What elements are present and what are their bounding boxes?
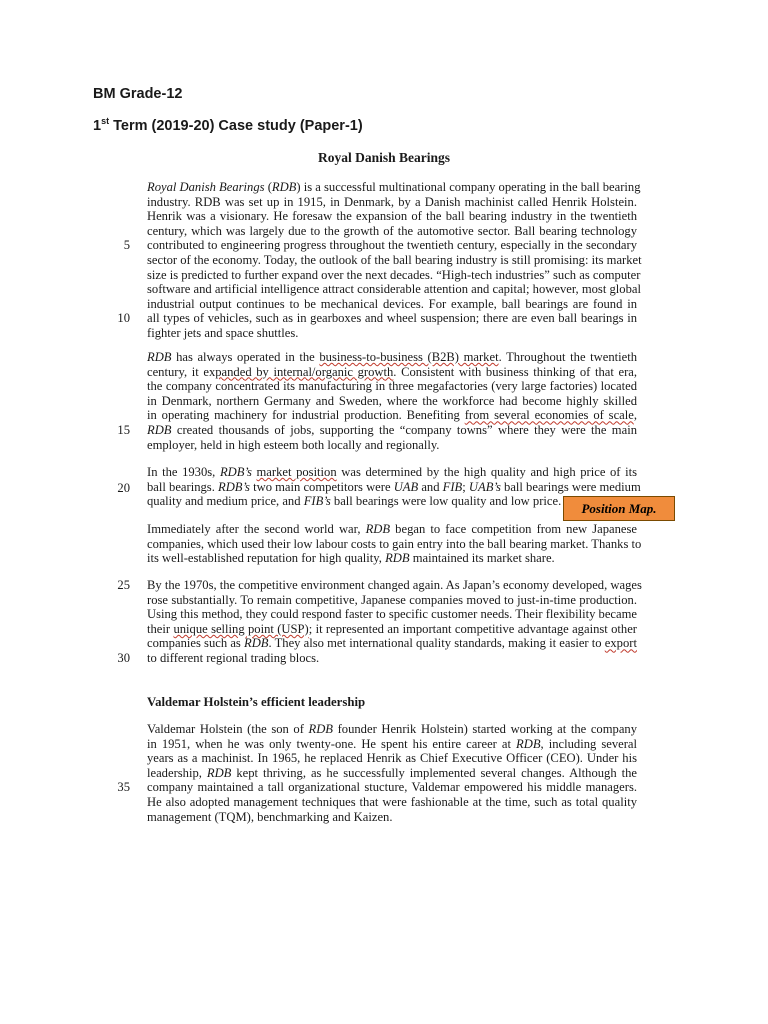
text-line: industry. RDB was set up in 1915, in Denmark, by a Danish machinist called Henrik Holstein. bbox=[147, 194, 637, 209]
line-number: 25 bbox=[117, 578, 130, 592]
text-line: Using this method, they could respond faster to specific customer needs. Their flexibility became bbox=[147, 607, 637, 622]
text-line: employer, held in high esteem both locally and regionally. bbox=[147, 437, 440, 452]
text-line: sector of the economy. Today, the outlook of the ball bearing industry is still promising: its market bbox=[147, 252, 642, 267]
text-line: their unique selling point (USP); it represented an important competitive advantage against other bbox=[147, 621, 637, 636]
text-line: Immediately after the second world war, RDB began to face competition from new Japanese bbox=[147, 522, 637, 536]
text-line: size is predicted to further expand over the next decades. “High-tech industries” such as computer bbox=[147, 267, 641, 282]
text-line: companies, which used their low labour costs to gain entry into the ball bearing market. Thanks to bbox=[147, 536, 642, 551]
text-line: He also adopted management techniques that were fashionable at the time, such as total quality bbox=[147, 794, 637, 809]
term-rest: Term (2019-20) Case study (Paper-1) bbox=[109, 117, 363, 134]
text-line: Henrik was a visionary. He foresaw the expansion of the ball bearing industry in the twentieth bbox=[147, 209, 637, 224]
text-line: rose substantially. To remain competitive, Japanese companies moved to just-in-time production. bbox=[147, 592, 637, 607]
paragraph-valdemar bbox=[147, 722, 637, 824]
text-line: company maintained a tall organizational stucture, Valdemar empowered his middle managers. bbox=[147, 780, 637, 795]
text-line: century, which was largely due to the growth of the automotive sector. Ball bearing technology bbox=[147, 223, 637, 238]
term-suffix: st bbox=[101, 116, 110, 126]
line-number: 30 bbox=[117, 651, 130, 665]
text-line: century, it expanded by internal/organic growth. Consistent with business thinking of that era, bbox=[147, 364, 637, 379]
line-number: 15 bbox=[117, 423, 130, 437]
text-line: software and artificial intelligence attract considerable attention and capital; however, most global bbox=[147, 282, 641, 297]
text-line: the company concentrated its manufacturing in three megafactories (very large factories) located bbox=[147, 379, 637, 394]
text-line: years as a machinist. In 1965, he replaced Henrik as Chief Executive Officer (CEO). Under his bbox=[147, 751, 637, 766]
term-ordinal: 1 bbox=[93, 117, 102, 134]
text-line: Royal Danish Bearings (RDB) is a successful multinational company operating in the ball bearing bbox=[147, 180, 641, 194]
text-line: contributed to engineering progress throughout the twentieth century, especially in the secondary bbox=[147, 238, 637, 253]
text-line: quality and medium price, and FIB’s ball bearings were low quality and low price. bbox=[147, 494, 562, 509]
line-number: 20 bbox=[117, 481, 130, 495]
section-heading: Valdemar Holstein’s efficient leadership bbox=[147, 695, 366, 709]
text-line: fighter jets and space shuttles. bbox=[147, 325, 299, 340]
text-line: all types of vehicles, such as in gearboxes and wheel suspension; there are even ball bearings in bbox=[147, 311, 637, 326]
paragraph-b2b bbox=[147, 350, 637, 452]
text-line: in Denmark, northern Germany and Sweden, where the workforce had become highly skilled bbox=[147, 393, 637, 408]
text-line: By the 1970s, the competitive environment changed again. As Japan’s economy developed, wages bbox=[147, 578, 642, 592]
line-number: 5 bbox=[123, 238, 130, 252]
text-line: companies such as RDB. They also met international quality standards, making it easier to export bbox=[147, 636, 637, 651]
paragraph-postwar bbox=[147, 522, 642, 566]
grade-label: BM Grade-12 bbox=[93, 86, 183, 102]
text-line: management (TQM), benchmarking and Kaizen. bbox=[147, 809, 393, 824]
text-line: industrial output continues to be mechanical devices. For example, ball bearings are found in bbox=[147, 296, 637, 311]
text-line: its well-established reputation for high quality, RDB maintained its market share. bbox=[147, 551, 555, 566]
text-line: to different regional trading blocs. bbox=[147, 650, 320, 665]
position-map-annotation: Position Map. bbox=[563, 496, 675, 521]
case-study-title: Royal Danish Bearings bbox=[317, 150, 451, 165]
text-line: leadership, RDB kept thriving, as he successfully implemented several changes. Although the bbox=[147, 765, 637, 780]
paragraph-intro bbox=[147, 180, 642, 341]
document-header bbox=[93, 86, 363, 134]
line-number: 10 bbox=[117, 311, 130, 325]
text-line: Valdemar Holstein (the son of RDB founder Henrik Holstein) started working at the company bbox=[147, 722, 637, 736]
text-line: RDB created thousands of jobs, supporting the “company towns” where they were the main bbox=[147, 422, 637, 437]
text-line: ball bearings. RDB’s two main competitors were UAB and FIB; UAB’s ball bearings were medium bbox=[147, 479, 641, 494]
text-line: In the 1930s, RDB’s market position was determined by the high quality and high price of its bbox=[147, 465, 638, 479]
text-line: in 1951, when he was only twenty-one. He spent his entire career at RDB, including several bbox=[147, 736, 637, 751]
line-number: 35 bbox=[117, 780, 130, 794]
text-line: RDB has always operated in the business-to-business (B2B) market. Throughout the twentieth bbox=[147, 350, 638, 364]
term-label bbox=[93, 116, 363, 134]
text-line: in operating machinery for industrial production. Benefiting from several economies of scale, bbox=[147, 408, 638, 423]
paragraph-1970s bbox=[147, 578, 642, 666]
